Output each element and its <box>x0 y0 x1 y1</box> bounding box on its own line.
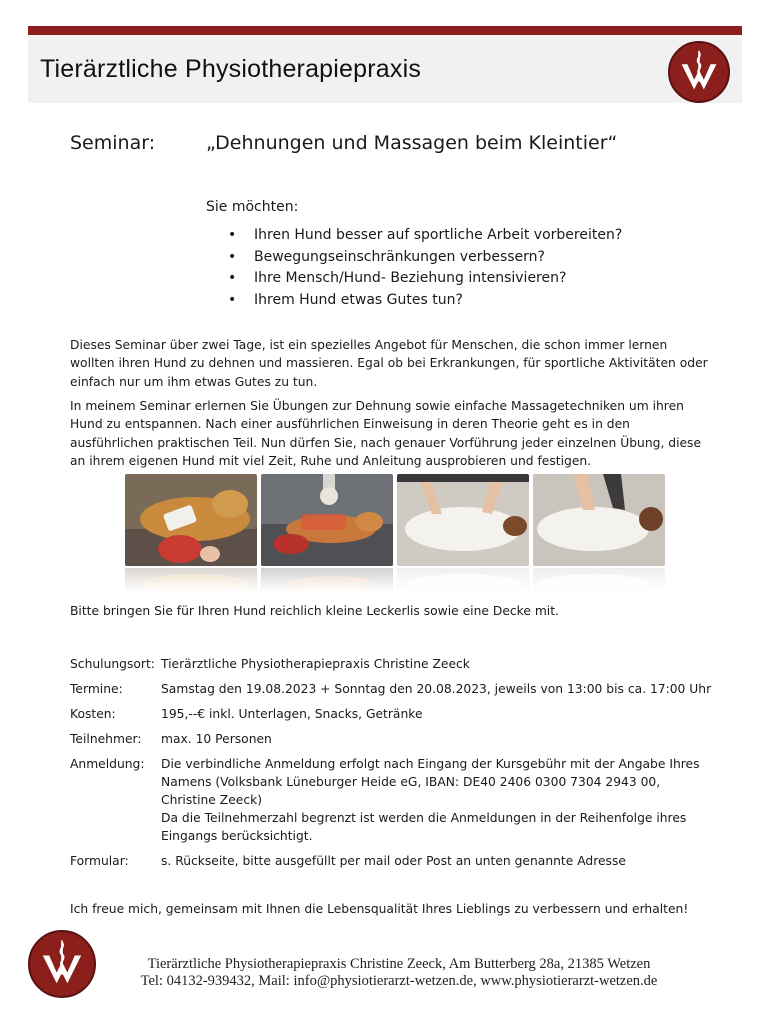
photo-reflection <box>125 568 257 592</box>
photo-reflection <box>533 568 665 592</box>
detail-value: 195,--€ inkl. Unterlagen, Snacks, Getränke <box>161 707 423 721</box>
photo-gallery <box>125 474 665 594</box>
description-paragraph: Dieses Seminar über zwei Tage, ist ein spezielles Angebot für Menschen, die schon immer lernen wollten ihren Hund zu dehnen und massieren. Egal ob bei Erkrankungen, für sportliche Aktivitäten oder einfach nur um ihm etwas Gutes zu tun. <box>70 338 708 389</box>
detail-value: max. 10 Personen <box>161 732 272 746</box>
footer-contact-line: Tel: 04132-939432, Mail: info@physiotierarzt-wetzen.de, www.physiotierarzt-wetzen.de <box>140 973 658 989</box>
registration-line: Die verbindliche Anmeldung erfolgt nach Eingang der Kursgebühr mit der Angabe Ihres <box>161 757 700 771</box>
list-item: • Ihren Hund besser auf sportliche Arbeit vorbereiten? <box>228 225 622 247</box>
footer-contact <box>104 956 694 990</box>
detail-row-registration <box>70 755 730 845</box>
detail-label: Anmeldung: <box>70 757 145 771</box>
detail-label: Kosten: <box>70 707 116 721</box>
detail-label: Teilnehmer: <box>70 732 142 746</box>
vet-physio-logo-icon <box>668 41 730 103</box>
registration-line: Christine Zeeck) <box>161 793 262 807</box>
dog-stretching-photo-2 <box>533 474 665 566</box>
detail-value: s. Rückseite, bitte ausgefüllt per mail oder Post an unten genannte Adresse <box>161 854 626 868</box>
vet-physio-logo-icon <box>28 930 96 998</box>
footer-address: Tierärztliche Physiotherapiepraxis Christine Zeeck, Am Butterberg 28a, 21385 Wetzen <box>147 956 651 972</box>
detail-label: Termine: <box>70 682 123 696</box>
detail-value: Tierärztliche Physiotherapiepraxis Christine Zeeck <box>161 657 470 671</box>
registration-line: Da die Teilnehmerzahl begrenzt ist werden die Anmeldungen in der Reihenfolge ihres <box>161 811 687 825</box>
registration-line: Namens (Volksbank Lüneburger Heide eG, IBAN: DE40 2406 0300 7304 2943 00, <box>161 775 661 789</box>
detail-row-form <box>70 852 730 870</box>
detail-value <box>161 755 730 845</box>
detail-row-participants <box>70 730 730 748</box>
list-item: • Bewegungseinschränkungen verbessern? <box>228 247 622 269</box>
photo-reflection <box>397 568 529 592</box>
dog-stretching-photo <box>397 474 529 566</box>
detail-label: Formular: <box>70 854 129 868</box>
header <box>28 35 742 103</box>
detail-row-location <box>70 655 730 673</box>
detail-row-dates <box>70 680 730 698</box>
benefits-list <box>228 225 622 311</box>
bring-note: Bitte bringen Sie für Ihren Hund reichlich kleine Leckerlis sowie eine Decke mit. <box>70 604 559 618</box>
registration-line: Eingangs berücksichtigt. <box>161 829 313 843</box>
list-item: • Ihre Mensch/Hund- Beziehung intensivieren? <box>228 268 622 290</box>
seminar-title: „Dehnungen und Massagen beim Kleintier“ <box>206 132 618 154</box>
seminar-details <box>70 655 730 877</box>
detail-label: Schulungsort: <box>70 657 155 671</box>
practice-title: Tierärztliche Physiotherapiepraxis <box>40 55 422 83</box>
closing-text: Ich freue mich, gemeinsam mit Ihnen die Lebensqualität Ihres Lieblings zu verbessern und erhalten! <box>70 902 689 916</box>
photo-reflection <box>261 568 393 592</box>
description-paragraph: In meinem Seminar erlernen Sie Übungen zur Dehnung sowie einfache Massagetechniken um ihren Hund zu entspannen. Nach einer ausführlichen Einweisung in deren Theorie geht es in den ausführlichen praktischen Teil. Nun dürfen Sie, nach genauer Vorführung jeder einzelnen Übung, diese an ihrem eigenen Hund mit viel Zeit, Ruhe und Anleitung ausprobieren und festigen. <box>70 399 702 468</box>
seminar-label: Seminar: <box>70 132 156 154</box>
dog-massage-photo <box>125 474 257 566</box>
detail-row-costs <box>70 705 730 723</box>
dog-heat-lamp-photo <box>261 474 393 566</box>
list-item: • Ihrem Hund etwas Gutes tun? <box>228 290 622 312</box>
detail-value: Samstag den 19.08.2023 + Sonntag den 20.08.2023, jeweils von 13:00 bis ca. 17:00 Uhr <box>161 682 712 696</box>
intro-text: Sie möchten: <box>206 199 299 215</box>
header-accent-bar <box>28 26 742 35</box>
